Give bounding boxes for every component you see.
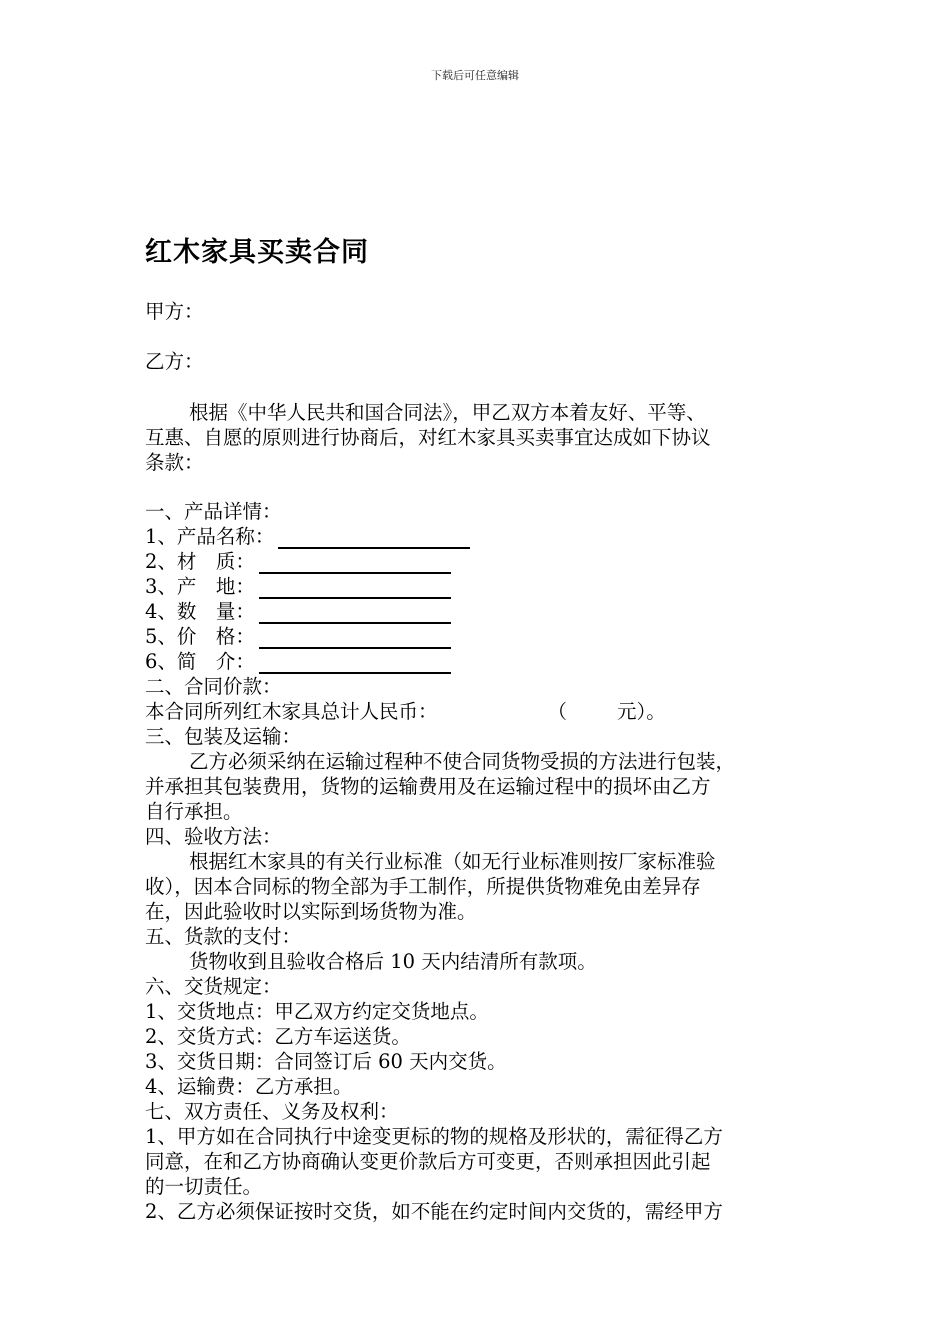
page-header: 下载后可任意编辑 <box>431 69 519 82</box>
quantity-label: 4、数 量： <box>145 600 255 623</box>
quantity-blank[interactable] <box>259 601 451 624</box>
section-5-heading: 五、货款的支付： <box>145 925 302 948</box>
quantity-row <box>145 599 815 624</box>
sec7-line-4: 2、乙方必须保证按时交货，如不能在约定时间内交货的，需经甲方 <box>145 1200 723 1223</box>
price-blank[interactable] <box>259 626 451 649</box>
paren-open: （ <box>547 700 568 723</box>
party-b-label: 乙方： <box>145 350 204 373</box>
sec4-line-2: 收），因本合同标的物全部为手工制作，所提供货物难免由差异存 <box>145 875 701 898</box>
origin-label: 3、产 地： <box>145 575 255 598</box>
material-label: 2、材 质： <box>145 550 255 573</box>
delivery-place: 1、交货地点：甲乙双方约定交货地点。 <box>145 1000 489 1023</box>
sec4-line-3: 在，因此验收时以实际到场货物为准。 <box>145 900 477 923</box>
section-1-heading: 一、产品详情： <box>145 500 282 523</box>
product-name-row <box>145 524 815 549</box>
material-blank[interactable] <box>259 551 451 574</box>
section-4-heading: 四、验收方法： <box>145 825 282 848</box>
delivery-method: 2、交货方式：乙方车运送货。 <box>145 1025 411 1048</box>
price-total-row <box>145 699 815 724</box>
price-total-text: 本合同所列红木家具总计人民币： <box>145 700 438 723</box>
material-row <box>145 549 815 574</box>
section-3-heading: 三、包装及运输： <box>145 725 302 748</box>
sec7-line-1: 1、甲方如在合同执行中途变更标的物的规格及形状的，需征得乙方 <box>145 1125 723 1148</box>
description-row <box>145 649 815 674</box>
price-label: 5、价 格： <box>145 625 255 648</box>
section-6-heading: 六、交货规定： <box>145 975 282 998</box>
intro-line-1: 根据《中华人民共和国合同法》，甲乙双方本着友好、平等、 <box>189 401 706 424</box>
sec3-line-3: 自行承担。 <box>145 800 243 823</box>
sec7-line-2: 同意，在和乙方协商确认变更价款后方可变更，否则承担因此引起 <box>145 1150 711 1173</box>
description-blank[interactable] <box>259 651 451 674</box>
intro-line-3: 条款： <box>145 451 204 474</box>
section-7-heading: 七、双方责任、义务及权利： <box>145 1100 399 1123</box>
delivery-date: 3、交货日期：合同签订后 60 天内交货。 <box>145 1050 507 1073</box>
description-label: 6、简 介： <box>145 650 255 673</box>
sec3-line-1: 乙方必须采纳在运输过程种不使合同货物受损的方法进行包装， <box>189 750 736 773</box>
product-name-blank[interactable] <box>278 526 470 549</box>
paren-close: 元）。 <box>617 700 666 723</box>
product-name-label: 1、产品名称： <box>145 525 275 548</box>
origin-blank[interactable] <box>259 576 451 599</box>
shipping-fee: 4、运输费：乙方承担。 <box>145 1075 353 1098</box>
section-2-heading: 二、合同价款： <box>145 675 282 698</box>
sec4-line-1: 根据红木家具的有关行业标准（如无行业标准则按厂家标准验 <box>189 850 716 873</box>
origin-row <box>145 574 815 599</box>
price-row <box>145 624 815 649</box>
sec5-text: 货物收到且验收合格后 10 天内结清所有款项。 <box>189 950 597 973</box>
sec7-line-3: 的一切责任。 <box>145 1175 263 1198</box>
contract-title: 红木家具买卖合同 <box>145 237 369 268</box>
party-a-label: 甲方： <box>145 300 204 323</box>
sec3-line-2: 并承担其包装费用，货物的运输费用及在运输过程中的损坏由乙方 <box>145 775 711 798</box>
intro-line-2: 互惠、自愿的原则进行协商后，对红木家具买卖事宜达成如下协议 <box>145 426 711 449</box>
